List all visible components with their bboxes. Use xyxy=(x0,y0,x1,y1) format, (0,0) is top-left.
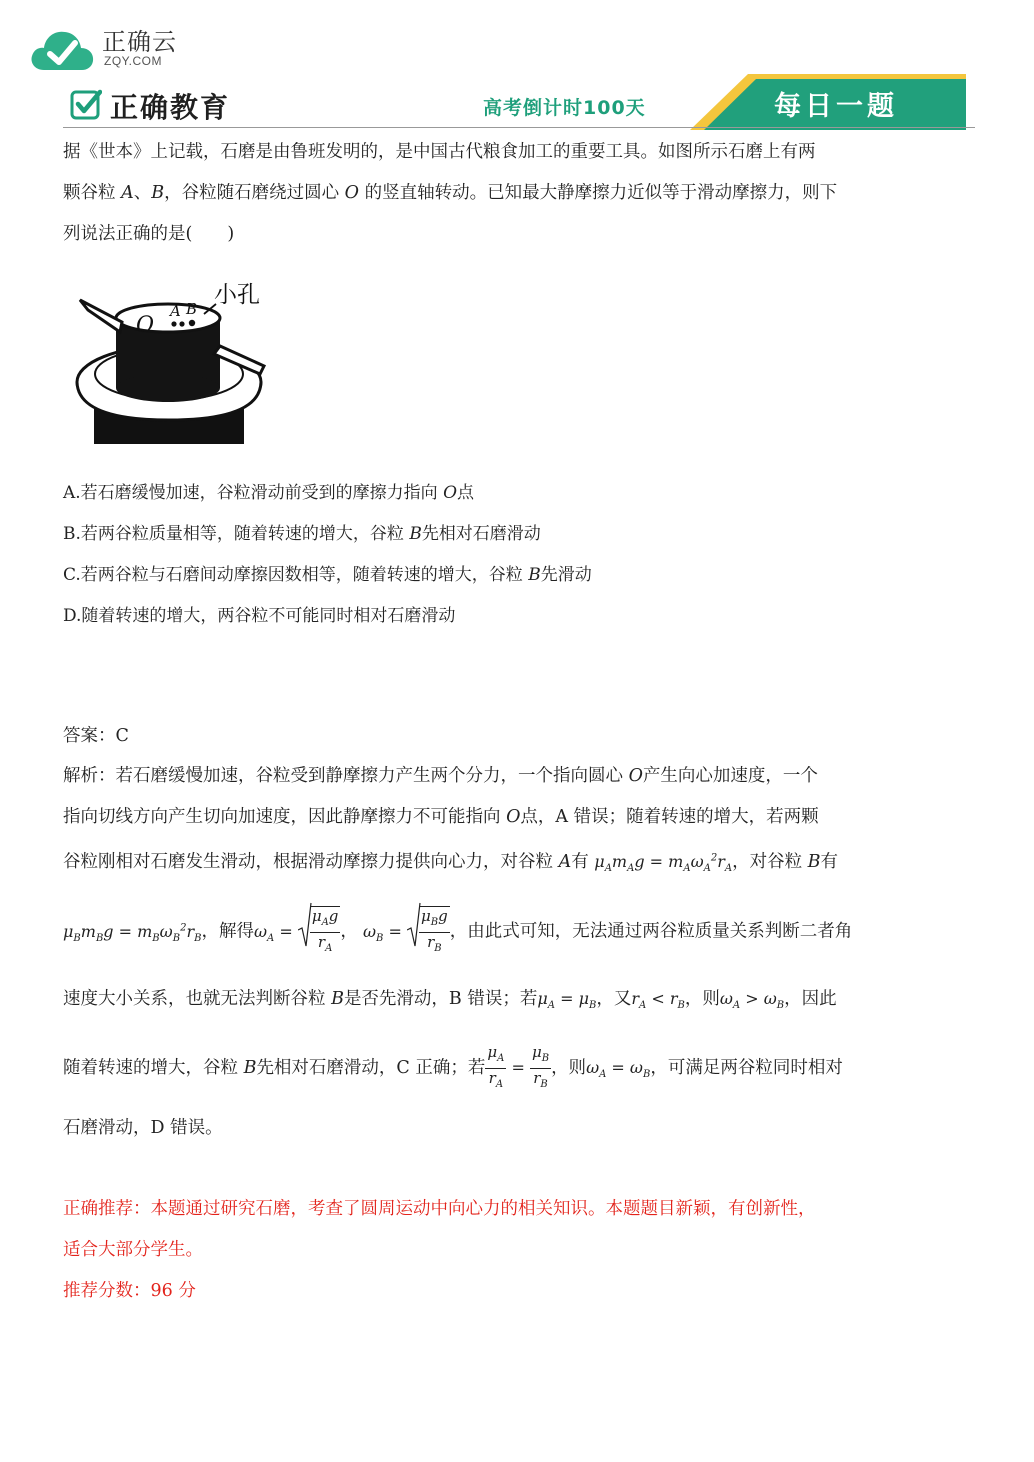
explanation-line: $\mu_Bm_Bg = m_B\omega_B^2r_B$，解得$\omega_A$ = $\frac{\mu_Ag}{r_A}$ ， $\omega_B$ = $\frac{\mu_Bg}{r_B}$ ，由此式可知，无法通过两谷粒质量关系判断二者角 xyxy=(63,906,975,958)
explanation-line: 谷粒刚相对石磨发生滑动，根据滑动摩擦力提供向心力，对谷粒 A有 $\mu_Am_Ag = m_A\omega_A^2r_A$，对谷粒 B有 xyxy=(63,852,839,875)
question-line: 据《世本》上记载，石磨是由鲁班发明的，是中国古代粮食加工的重要工具。如图所示石磨上有两 xyxy=(63,142,816,162)
check-icon xyxy=(70,88,102,120)
explanation-line: 石磨滑动，D 错误。 xyxy=(63,1118,223,1138)
recommend-text: 适合大部分学生。 xyxy=(63,1240,203,1260)
recommend-text: 正确推荐：本题通过研究石磨，考查了圆周运动中向心力的相关知识。本题题目新颖，有创新性， xyxy=(63,1199,816,1219)
option-c: C.若两谷粒与石磨间动摩擦因数相等，随着转速的增大，谷粒 B先滑动 xyxy=(63,565,592,585)
question-stem xyxy=(63,132,975,255)
countdown-text: 高考倒计时100天 xyxy=(483,97,646,119)
recommend-score: 推荐分数：96 分 xyxy=(63,1281,196,1301)
option-b: B.若两谷粒质量相等，随着转速的增大，谷粒 B先相对石磨滑动 xyxy=(63,524,541,544)
option-d: D.随着转速的增大，两谷粒不可能同时相对石磨滑动 xyxy=(63,606,456,626)
explanation-line: 速度大小关系，也就无法判断谷粒 B是否先滑动，B 错误；若$\mu_A = \mu_B$，又$r_A < r_B$，则$\omega_A > \omega_B$，因此 xyxy=(63,989,837,1012)
figure-label-a: A xyxy=(170,302,181,320)
cloud-logo-icon xyxy=(30,26,94,72)
explanation-line: 指向切线方向产生切向加速度，因此静摩擦力不可能指向 O点，A 错误；随着转速的增大，若两颗 xyxy=(63,807,819,827)
logo-text: 正确云 xyxy=(102,28,177,56)
question-line: 颗谷粒 A、B，谷粒随石磨绕过圆心 O 的竖直轴转动。已知最大静摩擦力近似等于滑动摩擦力，则下 xyxy=(63,183,838,203)
question-line: 列说法正确的是( ) xyxy=(63,224,235,244)
millstone-figure xyxy=(74,270,280,450)
header-divider xyxy=(63,127,975,128)
explanation-line: 解析：若石磨缓慢加速，谷粒受到静摩擦力产生两个分力，一个指向圆心 O产生向心加速度，一个 xyxy=(63,766,818,786)
figure-label-hole: 小孔 xyxy=(214,282,260,308)
answer-line: 答案：C xyxy=(63,726,129,746)
explanation-line: 随着转速的增大，谷粒 B先相对石磨滑动，C 正确；若 $\frac{\mu_A}{r_A}$ = $\frac{\mu_B}{r_B}$ ，则$\omega_A = \omega_B$，可满足两谷粒同时相对 xyxy=(63,1043,843,1090)
figure-label-o: O xyxy=(136,313,155,338)
equation-a: $\mu_Am_Ag = m_A\omega_A^2r_A$ xyxy=(594,852,733,875)
banner-title: 每日一题 xyxy=(774,91,898,122)
option-a: A.若石磨缓慢加速，谷粒滑动前受到的摩擦力指向 O点 xyxy=(63,483,475,503)
equation-b: $\mu_Bm_Bg = m_B\omega_B^2r_B$ xyxy=(63,921,202,944)
logo-domain: ZQY.COM xyxy=(104,54,162,68)
brand-name: 正确教育 xyxy=(110,91,231,124)
figure-label-b: B xyxy=(186,300,198,318)
